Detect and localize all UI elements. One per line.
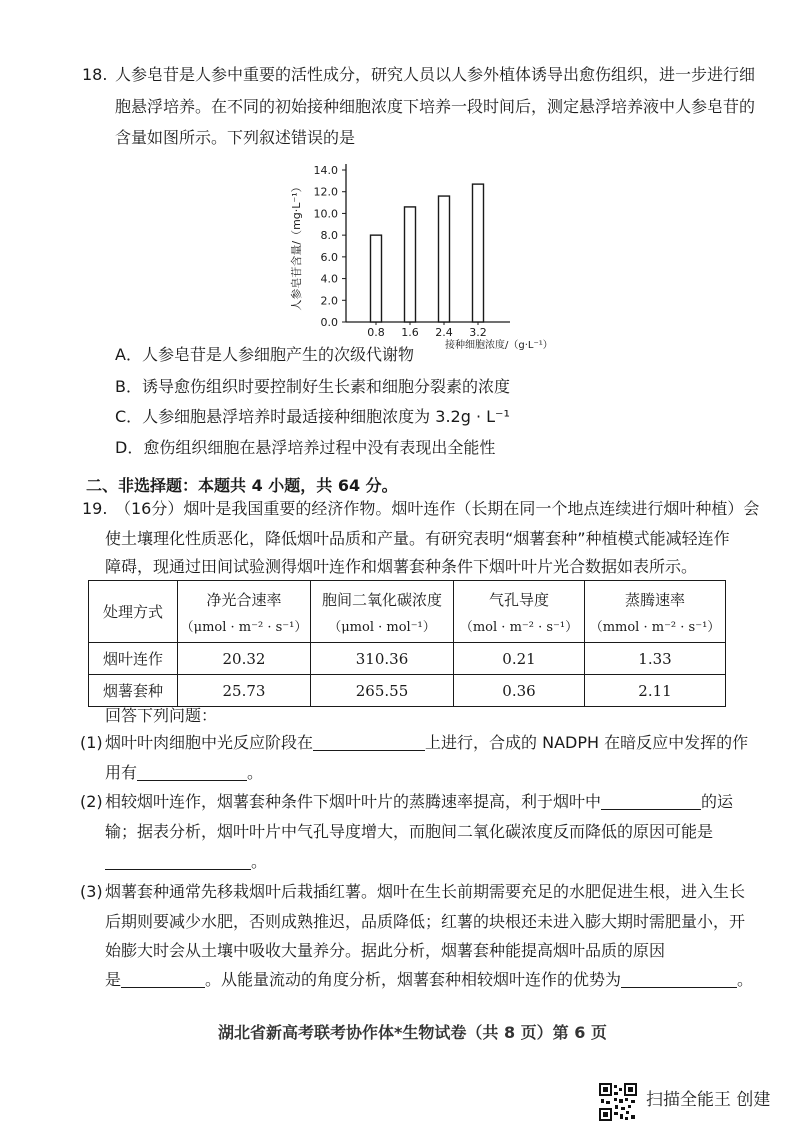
q19-sub3-line2: 后期则要减少水肥，否则成熟推迟，品质降低；红薯的块根还未进入膨大期时需肥量小，开 xyxy=(105,912,746,931)
photosynthesis-data-table xyxy=(88,580,726,707)
answer-blank[interactable] xyxy=(621,971,737,988)
q19-sub3-line4: 是 。从能量流动的角度分析，烟薯套种相较烟叶连作的优势为 。 xyxy=(105,970,754,989)
table-header-cell: 蒸腾速率 （mmol · m⁻² · s⁻¹） xyxy=(585,581,726,643)
y-tick-label: 8.0 xyxy=(320,229,338,243)
q18-option-c: C．人参细胞悬浮培养时最适接种细胞浓度为 3.2g · L⁻¹ xyxy=(115,407,510,426)
q18-option-d: D．愈伤组织细胞在悬浮培养过程中没有表现出全能性 xyxy=(115,438,496,457)
y-tick-label: 12.0 xyxy=(313,185,338,199)
section2-heading: 二、非选择题：本题共 4 小题，共 64 分。 xyxy=(86,476,398,495)
table-cell: 1.33 xyxy=(585,643,726,675)
q18-option-a: A．人参皂苷是人参细胞产生的次级代谢物 xyxy=(115,345,414,364)
table-cell: 烟叶连作 xyxy=(89,643,178,675)
q19-intro-line3: 障碍，现通过田间试验测得烟叶连作和烟薯套种条件下烟叶叶片光合数据如表所示。 xyxy=(105,557,698,576)
y-tick-label: 10.0 xyxy=(313,207,338,221)
table-cell: 0.21 xyxy=(454,643,585,675)
saponin-bar-chart xyxy=(280,152,600,352)
chart-layer xyxy=(289,164,553,351)
table-cell: 2.11 xyxy=(585,675,726,707)
x-tick-label: 0.8 xyxy=(367,326,385,339)
table-header-cell: 处理方式 xyxy=(89,581,178,643)
table-row xyxy=(89,675,726,707)
q19-intro-line2: 使土壤理化性质恶化，降低烟叶品质和产量。有研究表明“烟薯套种”种植模式能减轻连作 xyxy=(105,529,730,548)
bar xyxy=(405,207,416,322)
table-cell: 20.32 xyxy=(178,643,311,675)
q19-sub2-line3: 。 xyxy=(105,851,267,873)
answer-blank[interactable] xyxy=(105,853,251,870)
y-axis-label: 人参皂苷含量/（mg·L⁻¹） xyxy=(290,181,303,311)
answer-blank[interactable] xyxy=(601,793,701,810)
q19-sub2-line2: 输；据表分析，烟叶叶片中气孔导度增大，而胞间二氧化碳浓度反而降低的原因可能是 xyxy=(105,822,714,841)
q19-sub3-line3: 始膨大时会从土壤中吸收大量养分。据此分析，烟薯套种能提高烟叶品质的原因 xyxy=(105,941,666,960)
q18-stem-line1: 人参皂苷是人参中重要的活性成分，研究人员以人参外植体诱导出愈伤组织，进一步进行细 xyxy=(115,65,756,84)
bar xyxy=(473,184,484,322)
q18-number: 18. xyxy=(82,65,108,84)
q19-intro-line1: （16分）烟叶是我国重要的经济作物。烟叶连作（长期在同一个地点连续进行烟叶种植）会 xyxy=(115,499,760,518)
table-cell: 25.73 xyxy=(178,675,311,707)
table-header-cell: 胞间二氧化碳浓度 （μmol · mol⁻¹） xyxy=(311,581,454,643)
answer-blank[interactable] xyxy=(313,734,425,751)
table-header-cell: 净光合速率 （μmol · m⁻² · s⁻¹） xyxy=(178,581,311,643)
table-cell: 0.36 xyxy=(454,675,585,707)
y-tick-label: 14.0 xyxy=(313,164,338,177)
table-cell: 烟薯套种 xyxy=(89,675,178,707)
x-tick-label: 1.6 xyxy=(401,326,419,339)
table-cell: 310.36 xyxy=(311,643,454,675)
page-footer: 湖北省新高考联考协作体*生物试卷（共 8 页）第 6 页 xyxy=(218,1023,607,1042)
q19-sub1-number: (1) xyxy=(80,733,103,752)
table-row xyxy=(89,643,726,675)
q18-option-b: B．诱导愈伤组织时要控制好生长素和细胞分裂素的浓度 xyxy=(115,377,510,396)
q19-sub2-line1: 相较烟叶连作，烟薯套种条件下烟叶叶片的蒸腾速率提高，利于烟叶中 的运 xyxy=(105,792,734,811)
q19-sub1-line1: 烟叶叶肉细胞中光反应阶段在 上进行，合成的 NADPH 在暗反应中发挥的作 xyxy=(105,733,749,752)
q18-stem-line2: 胞悬浮培养。在不同的初始接种细胞浓度下培养一段时间后，测定悬浮培养液中人参皂苷的 xyxy=(115,97,756,116)
y-tick-label: 2.0 xyxy=(320,294,338,308)
answer-blank[interactable] xyxy=(137,764,247,781)
qr-code-icon xyxy=(598,1082,638,1122)
answer-blank[interactable] xyxy=(121,971,205,988)
y-tick-label: 4.0 xyxy=(320,272,338,286)
table-header-cell: 气孔导度 （mol · m⁻² · s⁻¹） xyxy=(454,581,585,643)
q19-sub1-line2: 用有 。 xyxy=(105,763,264,782)
x-tick-label: 3.2 xyxy=(469,326,487,339)
q19-answer-prompt: 回答下列问题： xyxy=(105,706,218,725)
bar xyxy=(371,235,382,322)
q19-sub2-number: (2) xyxy=(80,792,103,811)
q19-sub3-line1: 烟薯套种通常先移栽烟叶后栽插红薯。烟叶在生长前期需要充足的水肥促进生根，进入生长 xyxy=(105,882,746,901)
y-tick-label: 0.0 xyxy=(320,316,338,329)
y-tick-label: 6.0 xyxy=(320,250,338,264)
table-header-row xyxy=(89,581,726,643)
q19-number: 19. xyxy=(82,499,108,518)
q19-sub3-number: (3) xyxy=(80,882,103,901)
bar xyxy=(439,196,450,322)
scanner-watermark: 扫描全能王 创建 xyxy=(646,1090,771,1110)
x-axis-label: 接种细胞浓度/（g·L⁻¹） xyxy=(445,340,553,351)
table-cell: 265.55 xyxy=(311,675,454,707)
q18-stem-line3: 含量如图所示。下列叙述错误的是 xyxy=(115,128,356,147)
x-tick-label: 2.4 xyxy=(435,326,453,339)
